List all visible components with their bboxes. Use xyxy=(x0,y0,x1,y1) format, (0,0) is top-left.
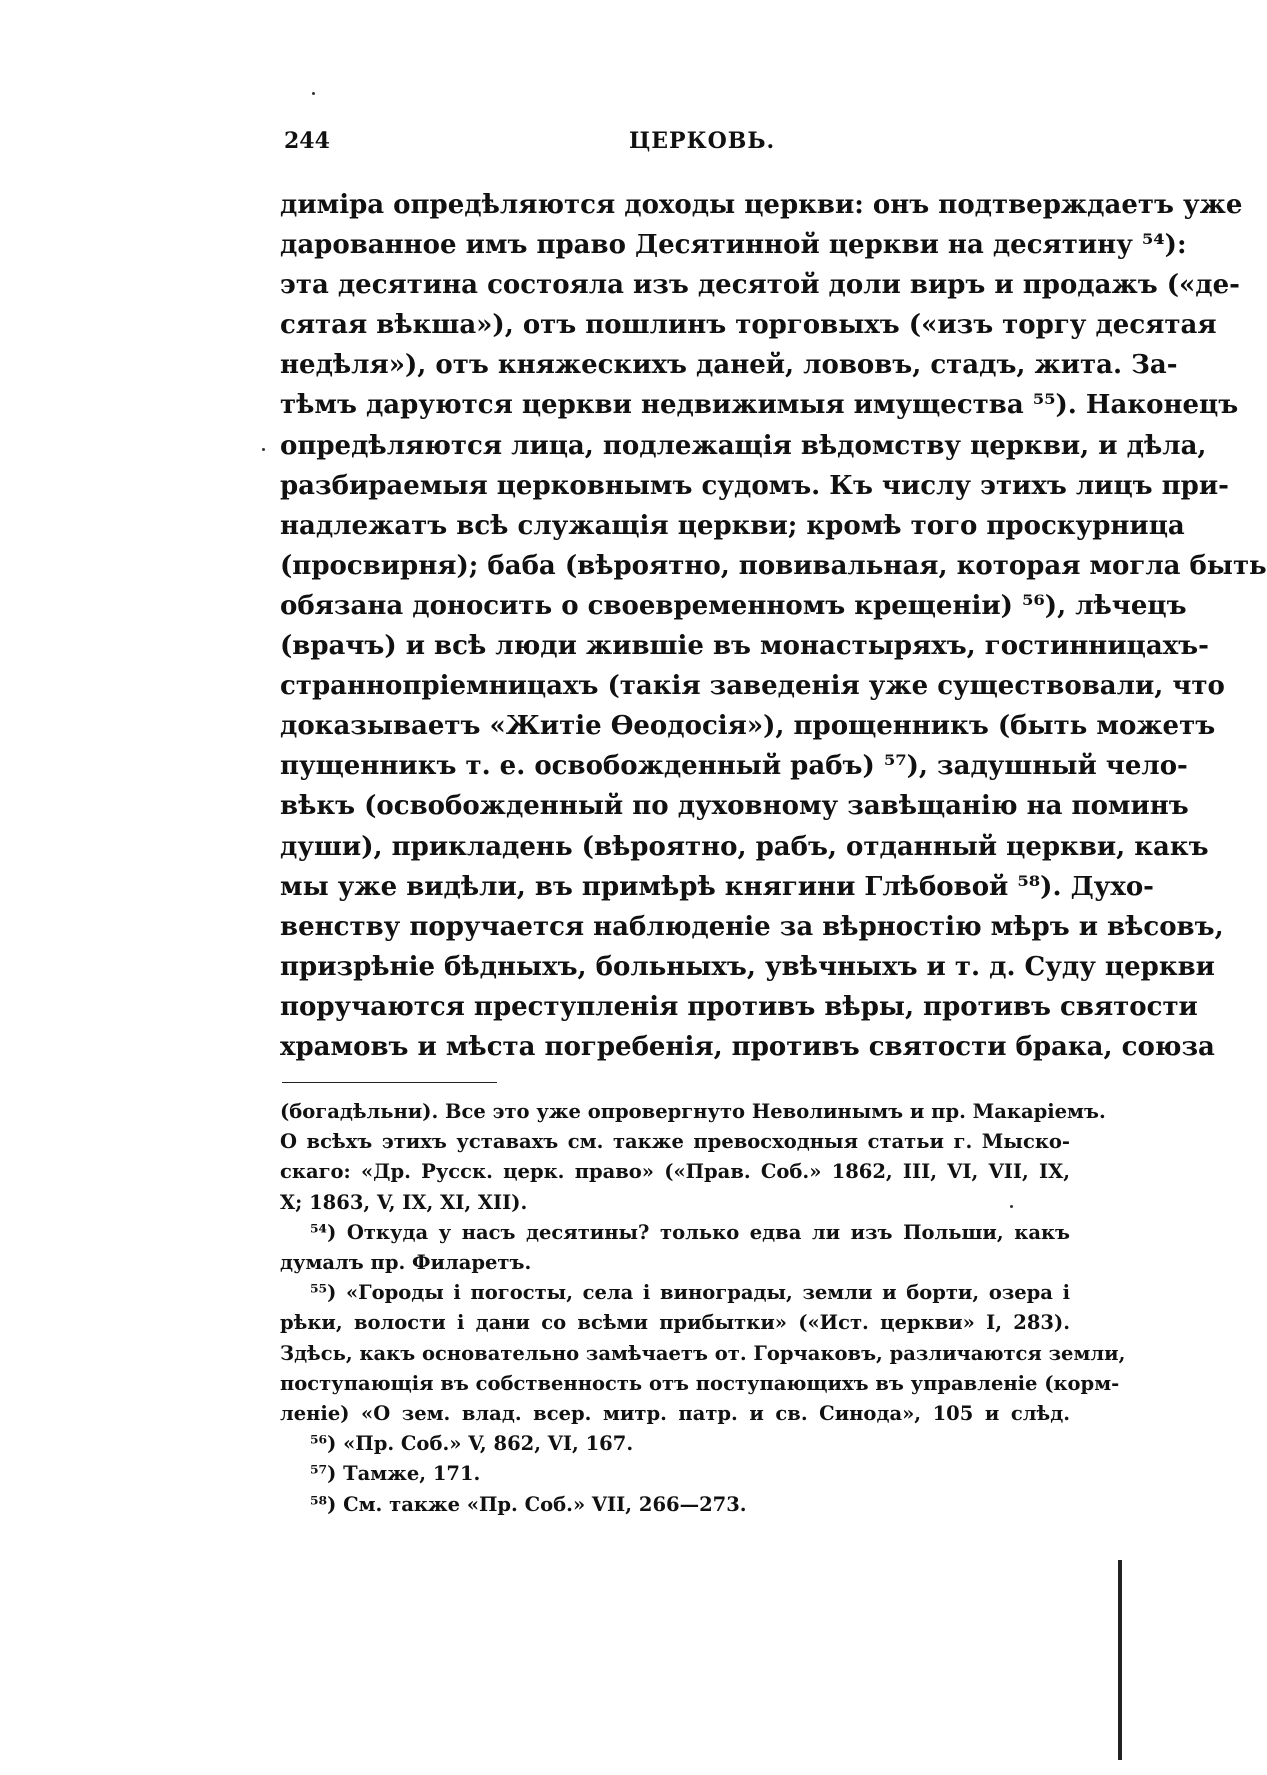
footnote-57: ⁵⁷) Тамже, 171. xyxy=(310,1462,481,1486)
text-line: надлежатъ всѣ служащiя церкви; кромѣ того проскурница xyxy=(280,510,1185,541)
scan-speck xyxy=(262,448,265,451)
footnote-line: рѣки, волости i дани со всѣми прибытки» («Ист. церкви» I, 283). xyxy=(280,1311,1070,1335)
text-line: опредѣляются лица, подлежащiя вѣдомству церкви, и дѣла, xyxy=(280,430,1207,461)
footnote-line: ленiе) «О зем. влад. всер. митр. патр. и св. Синода», 105 и слѣд. xyxy=(280,1402,1070,1426)
text-line: дарованное имъ право Десятинной церкви на десятину ⁵⁴): xyxy=(280,230,1187,261)
text-line: (врачъ) и всѣ люди жившiе въ монастыряхъ, гостинницахъ- xyxy=(280,631,1209,662)
footnote-line: (богадѣльни). Все это уже опровергнуто Неволинымъ и пр. Макарiемъ. xyxy=(280,1100,1106,1123)
text-line: сятая вѣкша»), отъ пошлинъ торговыхъ («изъ торгу десятая xyxy=(280,310,1217,341)
text-line: разбираемыя церковнымъ судомъ. Къ числу этихъ лицъ при- xyxy=(280,470,1229,501)
text-line: венству поручается наблюденiе за вѣрностiю мѣръ и вѣсовъ, xyxy=(280,911,1224,942)
text-line: вѣкъ (освобожденный по духовному завѣщанiю на поминъ xyxy=(280,791,1189,822)
footnote-line: О всѣхъ этихъ уставахъ см. также превосходныя статьи г. Мыско- xyxy=(280,1130,1070,1154)
footnote-line: X; 1863, V, IX, XI, XII). xyxy=(280,1190,528,1214)
footnote-54: ⁵⁴) Откуда у насъ десятины? только едва ли изъ Польши, какъ xyxy=(310,1220,1070,1244)
text-line: недѣля»), отъ княжескихъ даней, лововъ, стадъ, жита. За- xyxy=(280,350,1178,381)
footnote-55: ⁵⁵) «Городы i погосты, села i винограды, земли и борти, озера i xyxy=(310,1281,1070,1305)
running-title: ЦЕРКОВЬ. xyxy=(629,128,776,154)
page-header xyxy=(284,128,1066,168)
page-number: 244 xyxy=(284,128,330,154)
footnote-divider xyxy=(282,1082,497,1083)
text-line: эта десятина состояла изъ десятой доли виръ и продажъ («де- xyxy=(280,270,1240,301)
text-line: храмовъ и мѣста погребенiя, противъ святости брака, союза xyxy=(280,1031,1215,1062)
footnotes xyxy=(280,1097,1126,1520)
text-line: души), прикладень (вѣроятно, рабъ, отданный церкви, какъ xyxy=(280,831,1209,862)
footnote-line: поступающiя въ собственность отъ поступающихъ въ управленiе (корм- xyxy=(280,1371,1120,1395)
text-line: страннопрiемницахъ (такiя заведенiя уже существовали, что xyxy=(280,671,1225,702)
text-line: обязана доносить о своевременномъ крещенiи) ⁵⁶), лѣчецъ xyxy=(280,590,1187,621)
text-line: (просвирня); баба (вѣроятно, повивальная, которая могла быть xyxy=(280,550,1267,581)
scan-speck xyxy=(312,92,315,95)
footnote-line: скаго: «Др. Русск. церк. право» («Прав. Соб.» 1862, III, VI, VII, IX, xyxy=(280,1160,1070,1184)
text-line: тѣмъ даруются церкви недвижимыя имущества ⁵⁵). Наконецъ xyxy=(280,390,1239,421)
footnote-line: Здѣсь, какъ основательно замѣчаетъ от. Горчаковъ, различаются земли, xyxy=(280,1341,1126,1365)
footnote-line: думалъ пр. Филаретъ. xyxy=(280,1251,532,1275)
main-text xyxy=(280,185,1267,1067)
footnote-56: ⁵⁶) «Пр. Соб.» V, 862, VI, 167. xyxy=(310,1432,634,1456)
scan-edge-mark xyxy=(1118,1560,1122,1760)
scan-speck xyxy=(1010,1205,1013,1208)
text-line: димiра опредѣляются доходы церкви: онъ подтверждаетъ уже xyxy=(280,190,1243,220)
text-line: призрѣнiе бѣдныхъ, больныхъ, увѣчныхъ и т. д. Суду церкви xyxy=(280,951,1215,982)
text-line: пущенникъ т. е. освобожденный рабъ) ⁵⁷), задушный чело- xyxy=(280,751,1188,782)
text-line: поручаются преступленiя противъ вѣры, противъ святости xyxy=(280,991,1198,1022)
text-line: мы уже видѣли, въ примѣрѣ княгини Глѣбовой ⁵⁸). Духо- xyxy=(280,871,1154,902)
text-line: доказываетъ «Житiе Өеодосiя»), прощенникъ (быть можетъ xyxy=(280,711,1216,742)
footnote-58: ⁵⁸) См. также «Пр. Соб.» VII, 266—273. xyxy=(310,1492,747,1516)
